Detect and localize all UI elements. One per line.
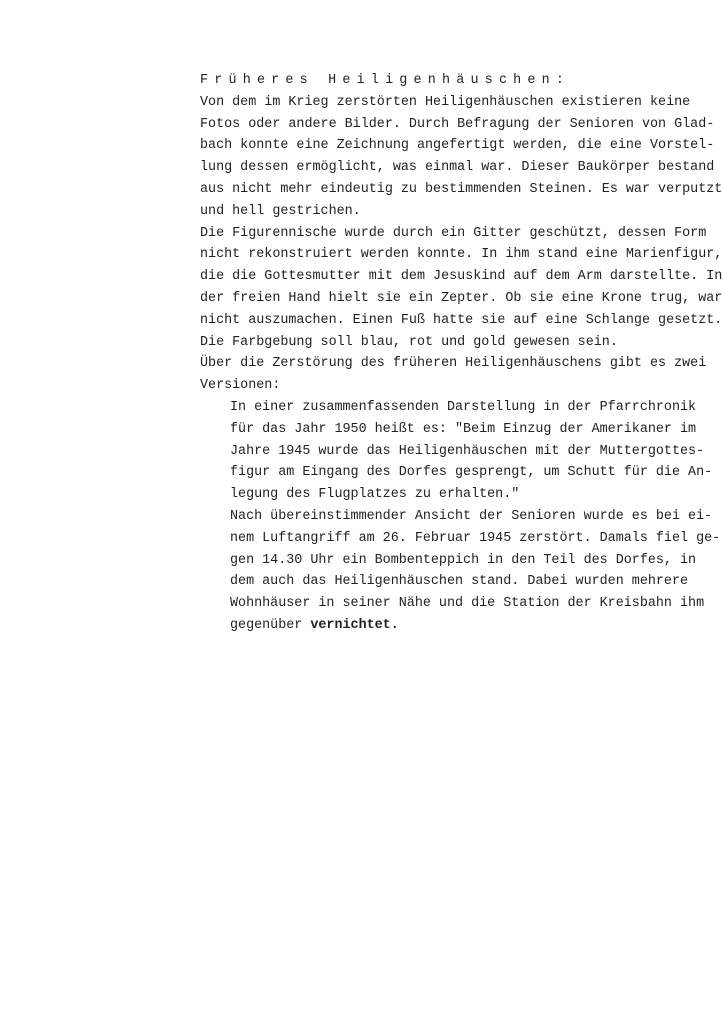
bold-word: vernichtet. [310, 617, 399, 633]
text-line: die die Gottesmutter mit dem Jesuskind auf dem Arm darstellte. In [200, 269, 723, 285]
text-line: Nach übereinstimmender Ansicht der Senioren wurde es bei ei- [230, 508, 713, 524]
text-line: Jahre 1945 wurde das Heiligenhäuschen mit der Muttergottes- [230, 443, 705, 459]
text-line: nicht rekonstruiert werden konnte. In ihm stand eine Marienfigur, [200, 247, 723, 263]
text-line: Versionen: [200, 378, 281, 394]
text-line: bach konnte eine Zeichnung angefertigt werden, die eine Vorstel- [200, 138, 715, 154]
text-line: gen 14.30 Uhr ein Bombenteppich in den Teil des Dorfes, in [230, 552, 697, 568]
text-line: Über die Zerstörung des früheren Heiligenhäuschens gibt es zwei [200, 356, 707, 372]
section-heading: Früheres Heiligenhäuschen: [200, 73, 571, 88]
text-line: Von dem im Krieg zerstörten Heiligenhäuschen existieren keine [200, 94, 691, 110]
text-line: In einer zusammenfassenden Darstellung in der Pfarrchronik [230, 399, 697, 415]
text-line: Wohnhäuser in seiner Nähe und die Station der Kreisbahn ihm [230, 596, 705, 612]
text-line: dem auch das Heiligenhäuschen stand. Dabei wurden mehrere [230, 574, 689, 590]
quote-pfarrchronik [200, 397, 713, 506]
text-fragment: gegenüber [230, 617, 311, 633]
text-line: Die Farbgebung soll blau, rot und gold gewesen sein. [200, 334, 618, 350]
document-text [200, 70, 723, 637]
text-line: Fotos oder andere Bilder. Durch Befragung der Senioren von Glad- [200, 116, 715, 132]
text-line-final [230, 615, 678, 637]
text-line: nicht auszumachen. Einen Fuß hatte sie auf eine Schlange gesetzt. [200, 312, 723, 328]
text-line: nem Luftangriff am 26. Februar 1945 zerstört. Damals fiel ge- [230, 530, 721, 546]
paragraph-figure-niche [200, 223, 723, 354]
paragraph-destruction-intro [200, 353, 707, 397]
text-line: Die Figurennische wurde durch ein Gitter geschützt, dessen Form [200, 225, 707, 241]
paragraph-intro [200, 92, 723, 223]
text-line: und hell gestrichen. [200, 203, 361, 219]
quote-senioren [200, 506, 721, 637]
text-line: der freien Hand hielt sie ein Zepter. Ob sie eine Krone trug, war [200, 290, 723, 306]
text-line: figur am Eingang des Dorfes gesprengt, um Schutt für die An- [230, 465, 713, 481]
text-line: aus nicht mehr eindeutig zu bestimmenden Steinen. Es war verputzt [200, 181, 723, 197]
text-line: legung des Flugplatzes zu erhalten." [230, 487, 520, 503]
text-line: für das Jahr 1950 heißt es: "Beim Einzug der Amerikaner im [230, 421, 697, 437]
text-line: lung dessen ermöglicht, was einmal war. Dieser Baukörper bestand [200, 160, 715, 176]
